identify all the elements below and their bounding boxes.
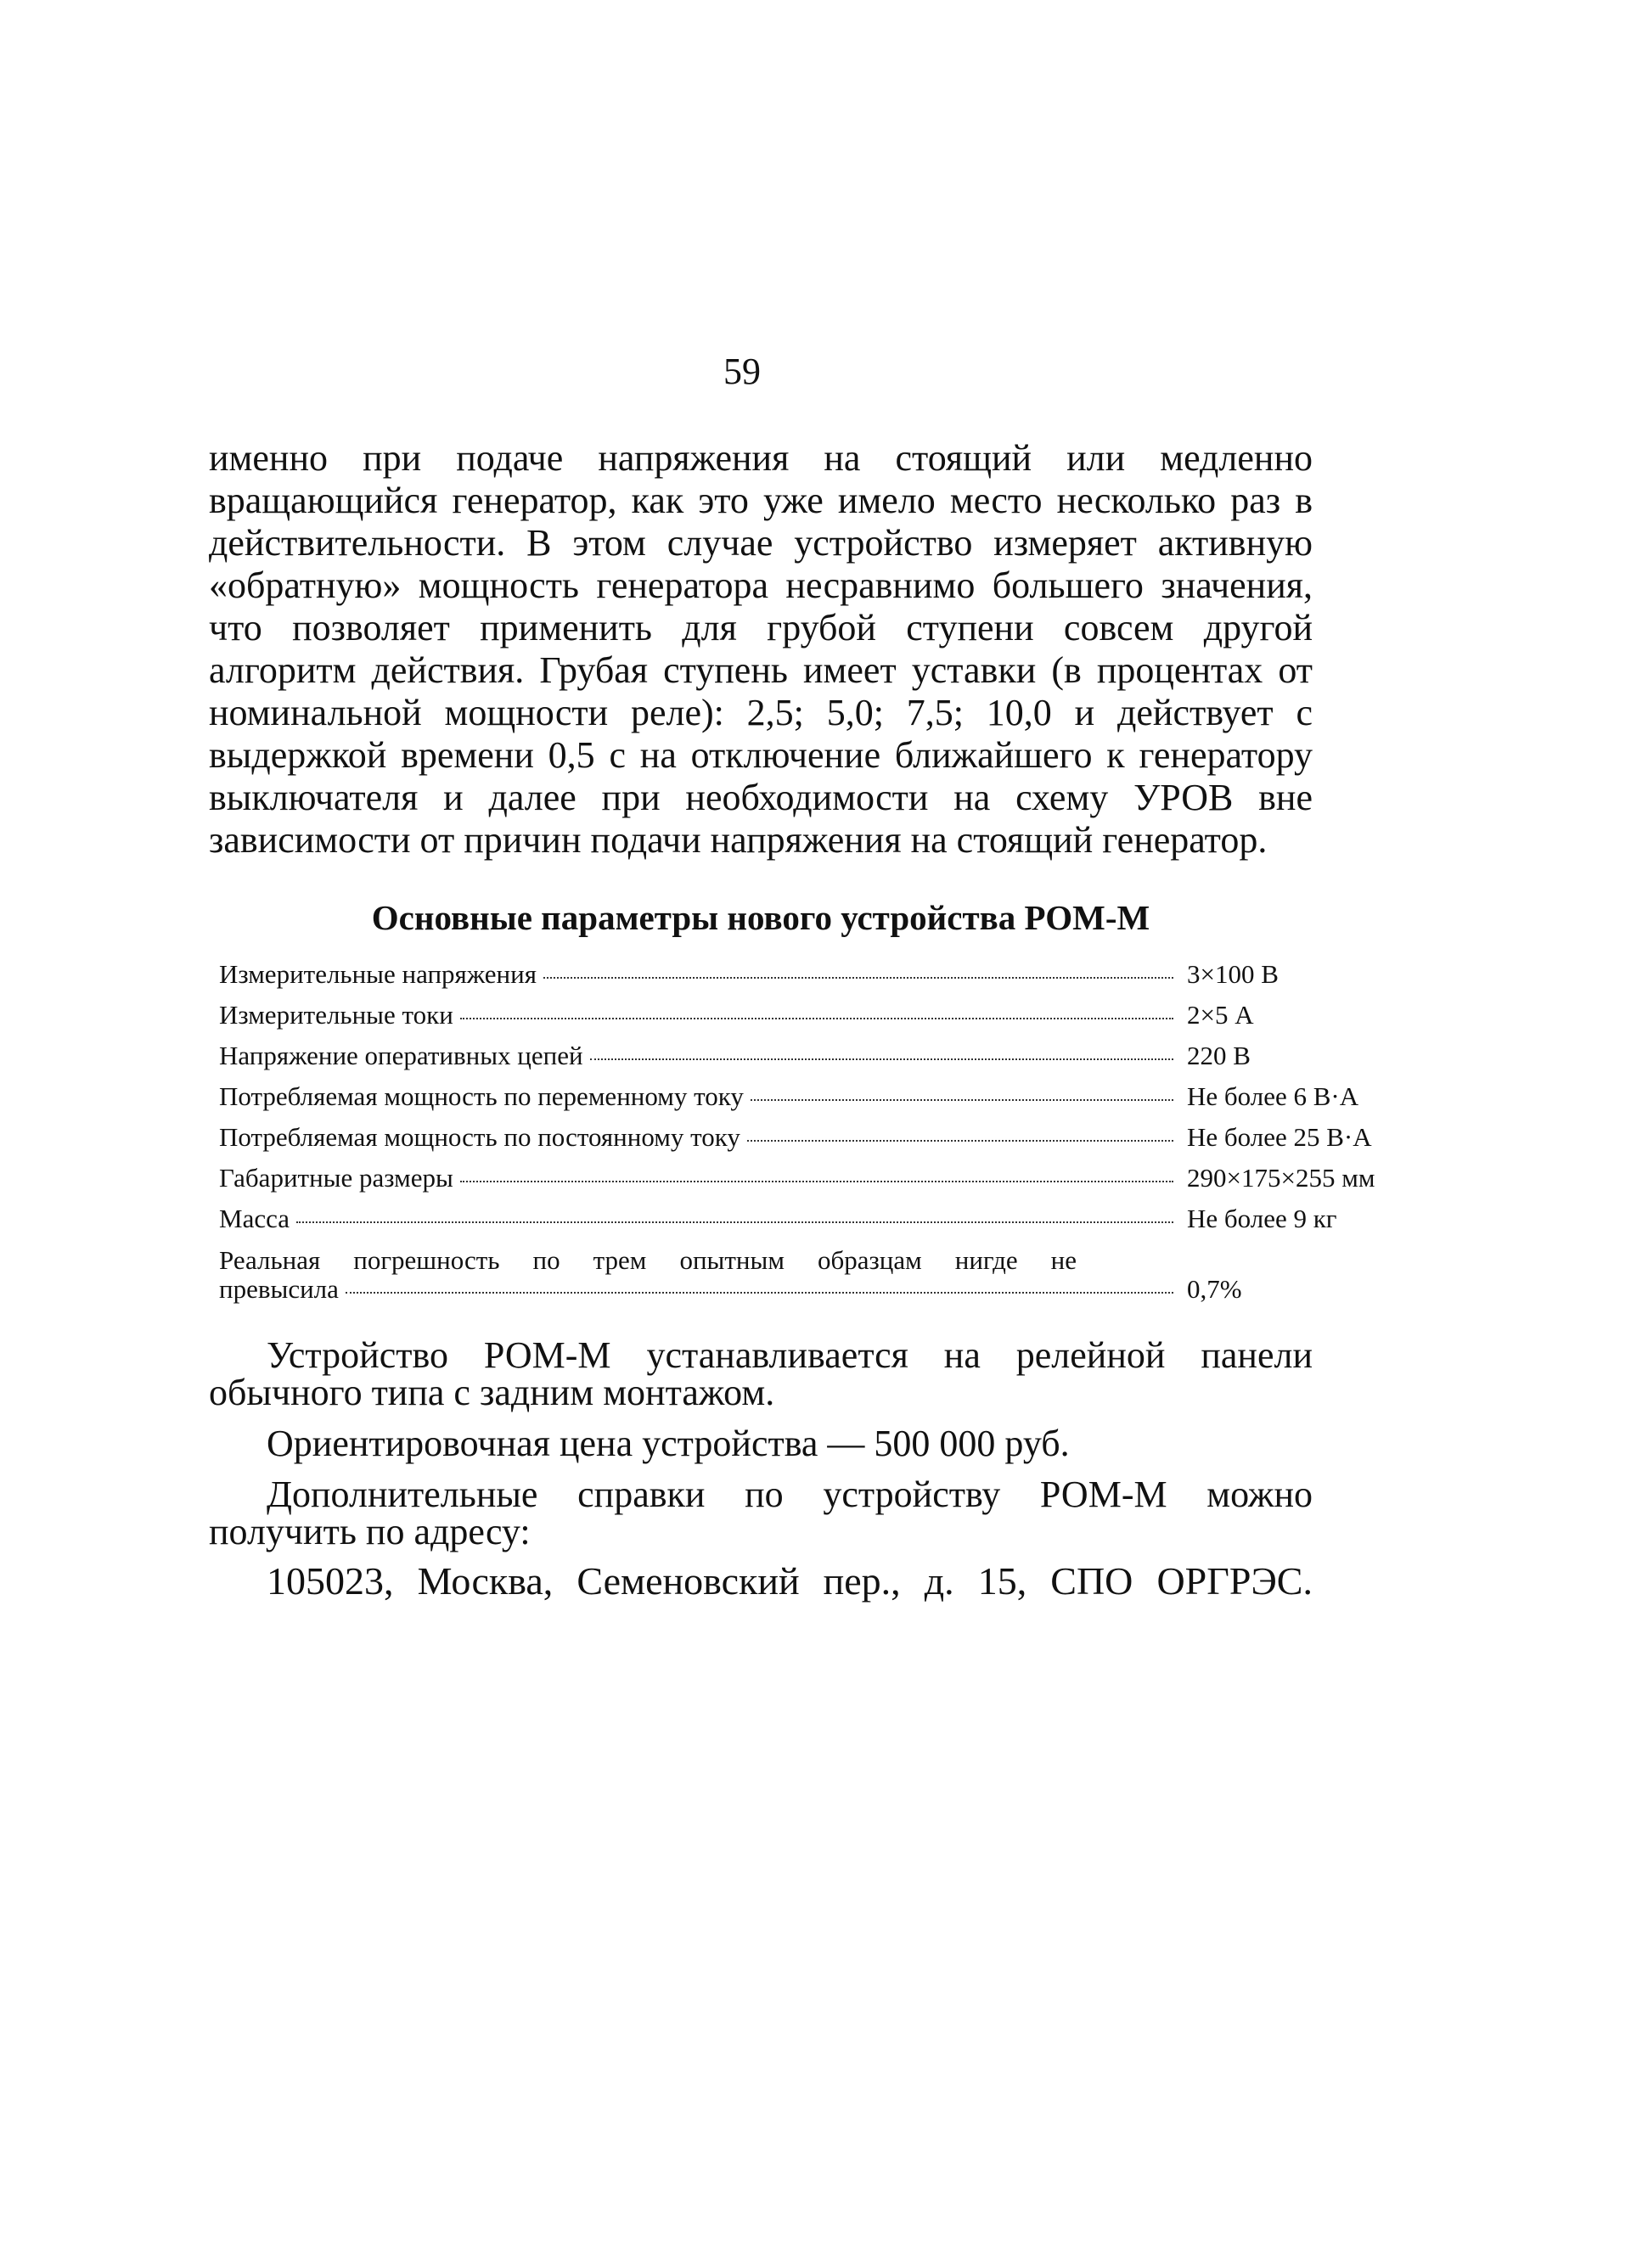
param-label: Напряжение оперативных цепей	[219, 1041, 583, 1070]
param-value: 290×175×255 мм	[1187, 1163, 1375, 1193]
footer-text	[209, 1334, 1313, 1603]
param-row	[219, 959, 1314, 1000]
param-value: Не более 9 кг	[1187, 1204, 1337, 1233]
param-label: Измерительные напряжения	[219, 959, 537, 989]
section-title: Основные параметры нового устройства РОМ-М	[371, 898, 1150, 937]
param-label-line1: Реальная погрешность по трем опытным образцам нигде не	[219, 1245, 1077, 1275]
page-number: 59	[723, 351, 761, 392]
param-label-line2-row	[219, 1275, 1314, 1304]
param-row	[219, 1041, 1314, 1081]
param-label: Измерительные токи	[219, 1000, 453, 1030]
param-value: 3×100 В	[1187, 959, 1279, 989]
param-row	[219, 1122, 1372, 1163]
param-label: Габаритные размеры	[219, 1163, 453, 1193]
param-label: Потребляемая мощность по переменному току	[219, 1081, 744, 1111]
body-paragraph: именно при подаче напряжения на стоящий или медленно вращающийся генератор, как это уже имело место несколько раз в действительности. В этом случае устройство измеряет активную «обратную» мощность генератора несравнимо большего значения, что позволяет применить для грубой ступени совсем другой алгоритм действия. Грубая ступень имеет уставки (в процентах от номинальной мощности реле): 2,5; 5,0; 7,5; 10,0 и действует с выдержкой времени 0,5 с на отключение ближайшего к генератору выключателя и далее при необходимости на схему УРОВ вне зависимости от причин подачи напряжения на стоящий генератор.	[209, 437, 1313, 861]
param-row	[219, 1163, 1375, 1204]
address: 105023, Москва, Семеновский пер., д. 15, СПО ОРГРЭС.	[267, 1559, 1313, 1603]
param-value: 0,7%	[1187, 1274, 1242, 1304]
dot-leader	[346, 1292, 1173, 1294]
dot-leader	[543, 977, 1173, 979]
param-value: Не более 6 В·А	[1187, 1081, 1359, 1111]
param-row	[219, 1081, 1359, 1122]
info-note: Дополнительные справки по устройству РОМ-М можно получить по адресу:	[209, 1474, 1313, 1552]
dot-leader	[460, 1181, 1173, 1182]
param-row	[219, 1204, 1337, 1244]
dot-leader	[296, 1221, 1173, 1223]
dot-leader	[460, 1018, 1173, 1019]
param-row	[219, 1000, 1314, 1041]
parameters-list	[219, 959, 1375, 1304]
dot-leader	[747, 1140, 1173, 1142]
param-label: Масса	[219, 1204, 290, 1233]
dot-leader	[751, 1099, 1173, 1101]
dot-leader	[590, 1058, 1173, 1060]
param-label: Потребляемая мощность по постоянному току	[219, 1122, 740, 1152]
install-note: Устройство РОМ-М устанавливается на релейной панели обычного типа с задним монтажом.	[209, 1334, 1313, 1413]
price-note: Ориентировочная цена устройства — 500 000 руб.	[267, 1423, 1070, 1464]
param-value: 220 В	[1187, 1041, 1251, 1070]
param-value: Не более 25 В·А	[1187, 1122, 1372, 1152]
param-row-accuracy	[219, 1246, 1314, 1304]
param-value: 2×5 А	[1187, 1000, 1254, 1030]
param-label-line2: превысила	[219, 1274, 339, 1304]
